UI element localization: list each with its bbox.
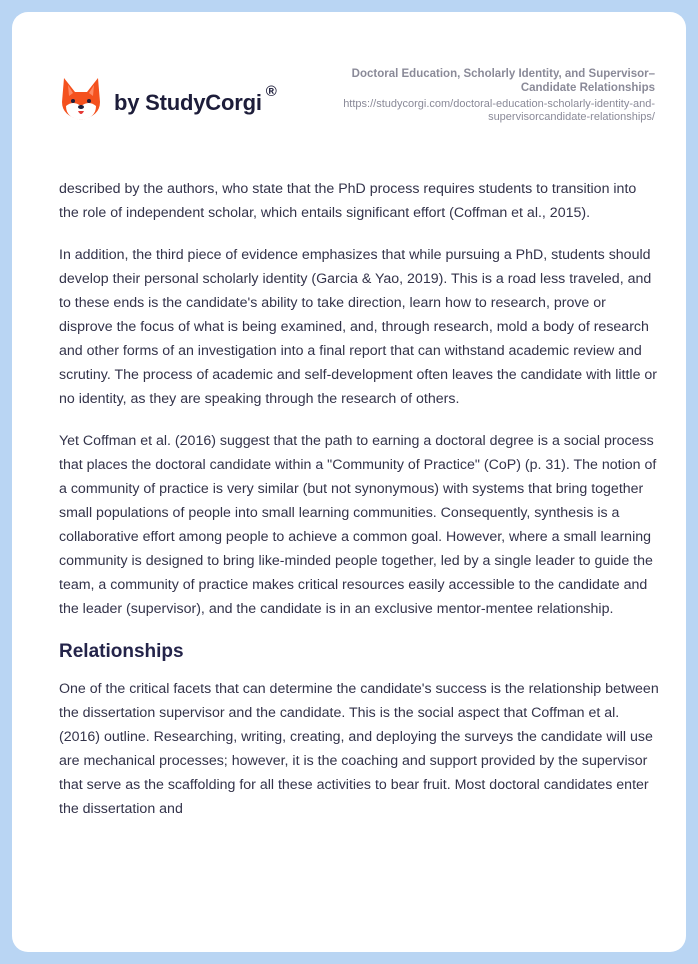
document-url[interactable]: https://studycorgi.com/doctoral-education-scholarly-identity-and-supervisorcandidate-relationships/ [343, 98, 655, 123]
studycorgi-logo[interactable] [60, 76, 277, 122]
document-card [12, 12, 686, 952]
paragraph: In addition, the third piece of evidence emphasizes that while pursuing a PhD, students should develop their personal scholarly identity (Garcia & Yao, 2019). This is a road less traveled, and to these ends is the candidate's ability to take direction, learn how to research, prove or disprove the focus of what is being examined, and, through research, mold a body of research and other forms of an investigation into a final report that can withstand academic review and scrutiny. The process of academic and self-development often leaves the candidate with little or no identity, as they are speaking through the research of others. [59, 247, 658, 407]
document-meta [305, 67, 655, 124]
paragraph: Yet Coffman et al. (2016) suggest that the path to earning a doctoral degree is a social process that places the doctoral candidate within a "Community of Practice" (CoP) (p. 31). The notion of a community of practice is very similar (but not synonymous) with systems that bring together small populations of people into small learning communities. Consequently, synthesis is a collaborative effort among people to achieve a common goal. However, where a small learning community is designed to bring like-minded people together, led by a single leader to guide the team, a community of practice makes critical resources easily accessible to the candidate and the leader (supervisor), and the candidate is in an exclusive mentor-mentee relationship. [59, 433, 657, 617]
section-heading: Relationships [59, 641, 184, 662]
paragraph: described by the authors, who state that the PhD process requires students to transition into the role of independent scholar, which entails significant effort (Coffman et al., 2015). [59, 181, 637, 221]
paragraph: One of the critical facets that can determine the candidate's success is the relationship between the dissertation supervisor and the candidate. This is the social aspect that Coffman et al. (2016) outline. Researching, writing, creating, and deploying the surveys the candidate will use are mechanical processes; however, it is the coaching and support provided by the supervisor that serve as the scaffolding for all these activities to bear fruit. Most doctoral candidates enter the dissertation and [59, 681, 659, 817]
page-header [12, 12, 686, 162]
brand-name: by StudyCorgi [114, 90, 262, 115]
registered-mark: ® [265, 82, 277, 100]
article-body [59, 177, 659, 839]
document-title: Doctoral Education, Scholarly Identity, and Supervisor–Candidate Relationships [351, 68, 655, 94]
corgi-logo-icon [60, 76, 102, 122]
